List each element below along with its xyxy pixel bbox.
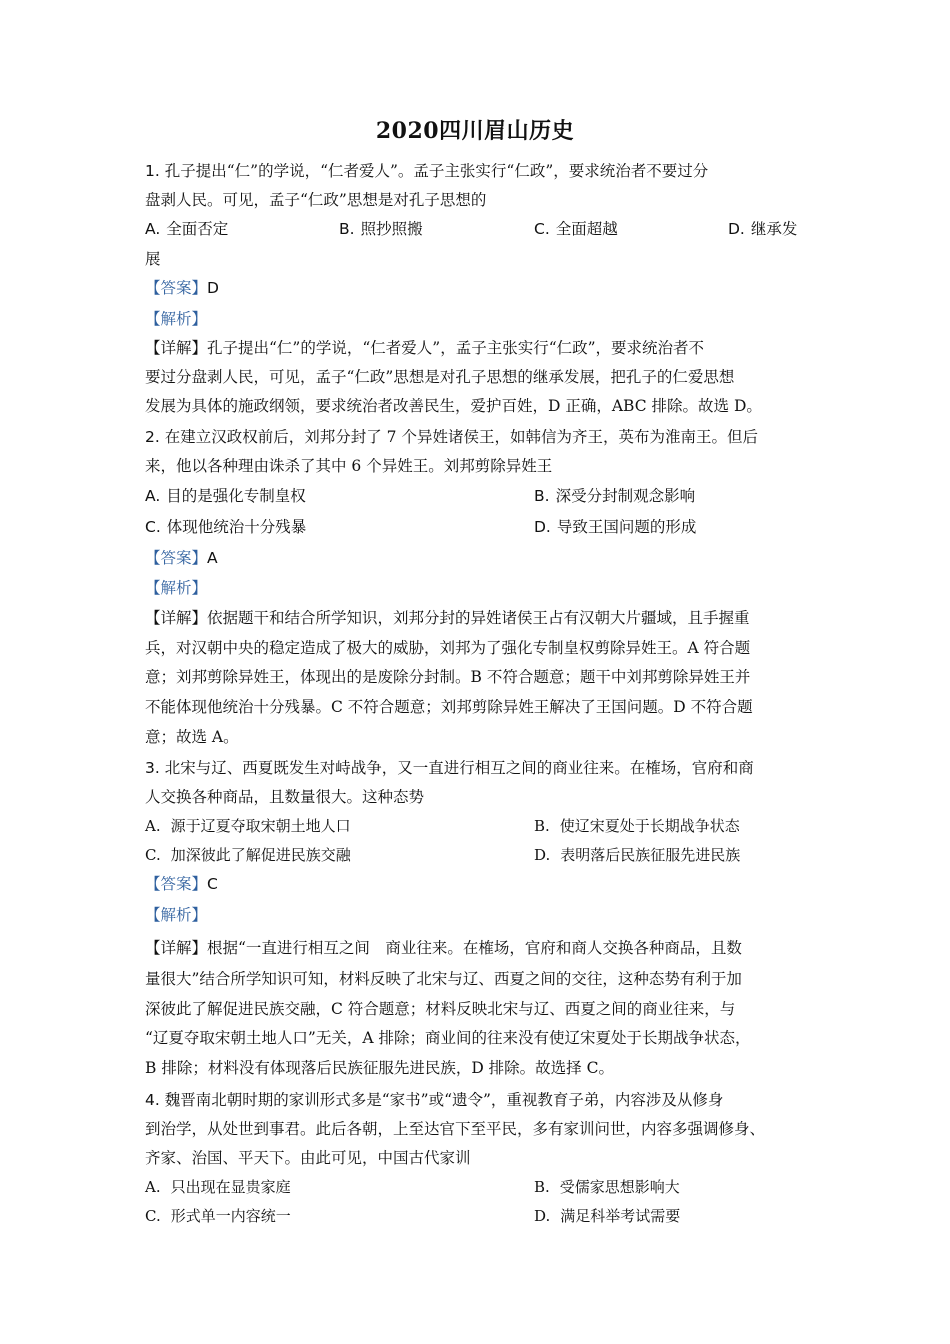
q3-option-a bbox=[145, 811, 351, 841]
q1-option-d-wrap: 展 bbox=[145, 250, 161, 268]
q4-stem-line-3: 齐家、治国、平天下。由此可见，中国古代家训 bbox=[145, 1149, 471, 1167]
q2-detail-line-4: 不能体现他统治十分残暴。C 不符合题意；刘邦剪除异姓王解决了王国问题。D 不符合题 bbox=[145, 698, 753, 716]
q1-option-a-label: A. bbox=[145, 220, 161, 238]
q1-option-c bbox=[534, 214, 618, 244]
q2-option-d-text: 导致王国问题的形成 bbox=[556, 518, 697, 536]
q4-stem-line-2: 到治学，从处世到事君。此后各朝，上至达官下至平民，多有家训问世，内容多强调修身、 bbox=[145, 1120, 766, 1138]
q2-detail-line-5: 意；故选 A。 bbox=[145, 728, 239, 746]
q3-stem-text-1: 北宋与辽、西夏既发生对峙战争，又一直进行相互之间的商业往来。在榷场，官府和商 bbox=[164, 759, 754, 777]
q1-detail-line-3: 发展为具体的施政纲领，要求统治者改善民生，爱护百姓，D 正确，ABC 排除。故选 D。 bbox=[145, 397, 762, 415]
q2-number: 2. bbox=[145, 428, 160, 446]
q1-option-b-text: 照抄照搬 bbox=[360, 220, 423, 238]
q3-answer bbox=[145, 869, 218, 899]
q1-option-a-text: 全面否定 bbox=[166, 220, 229, 238]
q3-stem-line-2: 人交换各种商品，且数量很大。这种态势 bbox=[145, 788, 425, 806]
q2-option-c-text: 体现他统治十分残暴 bbox=[166, 518, 307, 536]
q4-option-b bbox=[534, 1172, 680, 1202]
q2-detail-line-3: 意；刘邦剪除异姓王，体现出的是废除分封制。B 不符合题意；题干中刘邦剪除异姓王并 bbox=[145, 668, 751, 686]
q4-option-a-text: 只出现在显贵家庭 bbox=[170, 1178, 291, 1196]
q1-detail-line-2: 要过分盘剥人民，可见，孟子“仁政”思想是对孔子思想的继承发展，把孔子的仁爱思想 bbox=[145, 368, 735, 386]
q2-option-d-label: D. bbox=[534, 518, 551, 536]
q1-detail-line-1: 【详解】孔子提出“仁”的学说，“仁者爱人”，孟子主张实行“仁政”，要求统治者不 bbox=[145, 339, 705, 357]
q2-option-b bbox=[534, 481, 695, 511]
q2-answer-tag: 【答案】 bbox=[145, 549, 208, 567]
q3-answer-tag: 【答案】 bbox=[145, 875, 208, 893]
q1-option-b bbox=[339, 214, 423, 244]
q3-option-c-label: C. bbox=[145, 846, 161, 864]
q3-option-d-label: D. bbox=[534, 846, 551, 864]
q1-option-d bbox=[728, 214, 797, 244]
q3-stem-line-1 bbox=[145, 753, 754, 783]
q4-option-c-text: 形式单一内容统一 bbox=[170, 1207, 291, 1225]
q1-number: 1. bbox=[145, 162, 160, 180]
q2-analysis-tag: 【解析】 bbox=[145, 579, 208, 597]
q1-stem-text-1: 孔子提出“仁”的学说，“仁者爱人”。孟子主张实行“仁政”，要求统治者不要过分 bbox=[164, 162, 709, 180]
q4-option-b-text: 受儒家思想影响大 bbox=[559, 1178, 680, 1196]
q1-stem-line-1 bbox=[145, 156, 708, 186]
q3-option-b bbox=[534, 811, 740, 841]
q1-analysis-tag: 【解析】 bbox=[145, 310, 208, 328]
q1-option-c-label: C. bbox=[534, 220, 550, 238]
q3-detail-line-3: 深彼此了解促进民族交融，C 符合题意；材料反映北宋与辽、西夏之间的商业往来，与 bbox=[145, 1000, 736, 1018]
q3-option-b-text: 使辽宋夏处于长期战争状态 bbox=[559, 817, 740, 835]
q2-detail-line-2: 兵，对汉朝中央的稳定造成了极大的威胁，刘邦为了强化专制皇权剪除异姓王。A 符合题 bbox=[145, 639, 751, 657]
q1-answer-value: D bbox=[207, 279, 219, 297]
q2-answer bbox=[145, 543, 218, 573]
q2-answer-value: A bbox=[207, 549, 218, 567]
q4-option-c bbox=[145, 1201, 291, 1231]
q1-option-c-text: 全面超越 bbox=[555, 220, 618, 238]
q2-stem-text-1: 在建立汉政权前后，刘邦分封了 7 个异姓诸侯王，如韩信为齐王，英布为淮南王。但后 bbox=[164, 428, 758, 446]
q1-option-d-label: D. bbox=[728, 220, 745, 238]
q3-option-a-label: A. bbox=[145, 817, 161, 835]
q4-option-d bbox=[534, 1201, 680, 1231]
q3-option-a-text: 源于辽夏夺取宋朝土地人口 bbox=[170, 817, 351, 835]
q2-option-c-label: C. bbox=[145, 518, 161, 536]
q4-option-d-text: 满足科举考试需要 bbox=[560, 1207, 681, 1225]
page-title: 2020四川眉山历史 bbox=[375, 118, 575, 144]
q4-stem-line-1 bbox=[145, 1085, 723, 1115]
q2-option-b-label: B. bbox=[534, 487, 550, 505]
q3-number: 3. bbox=[145, 759, 160, 777]
q1-stem-line-2: 盘剥人民。可见，孟子“仁政”思想是对孔子思想的 bbox=[145, 191, 487, 209]
q1-option-a bbox=[145, 214, 228, 244]
q4-option-a-label: A. bbox=[145, 1178, 161, 1196]
q3-detail-line-4: “辽夏夺取宋朝土地人口”无关，A 排除；商业间的往来没有使辽宋夏处于长期战争状态， bbox=[145, 1029, 751, 1047]
q2-option-c bbox=[145, 512, 306, 542]
q2-stem-line-1 bbox=[145, 422, 758, 452]
q2-option-a-text: 目的是强化专制皇权 bbox=[166, 487, 306, 505]
q2-option-a-label: A. bbox=[145, 487, 161, 505]
q3-detail-line-5: B 排除；材料没有体现落后民族征服先进民族，D 排除。故选择 C。 bbox=[145, 1059, 614, 1077]
q3-option-d-text: 表明落后民族征服先进民族 bbox=[560, 846, 741, 864]
q1-answer-tag: 【答案】 bbox=[145, 279, 208, 297]
q1-option-d-text: 继承发 bbox=[750, 220, 798, 238]
q2-option-a bbox=[145, 481, 306, 511]
q2-option-b-text: 深受分封制观念影响 bbox=[555, 487, 696, 505]
q2-stem-line-2: 来，他以各种理由诛杀了其中 6 个异姓王。刘邦剪除异姓王 bbox=[145, 457, 553, 475]
q3-answer-value: C bbox=[207, 875, 218, 893]
q3-option-c bbox=[145, 840, 351, 870]
q3-detail-line-2: 量很大”结合所学知识可知，材料反映了北宋与辽、西夏之间的交往，这种态势有利于加 bbox=[145, 970, 742, 988]
q4-stem-text-1: 魏晋南北朝时期的家训形式多是“家书”或“遗令”，重视教育子弟，内容涉及从修身 bbox=[164, 1091, 724, 1109]
q3-option-c-text: 加深彼此了解促进民族交融 bbox=[170, 846, 351, 864]
q4-option-c-label: C. bbox=[145, 1207, 161, 1225]
q3-option-b-label: B. bbox=[534, 817, 550, 835]
q3-analysis-tag: 【解析】 bbox=[145, 906, 208, 924]
q2-detail-line-1: 【详解】依据题干和结合所学知识，刘邦分封的异姓诸侯王占有汉朝大片疆域，且手握重 bbox=[145, 609, 750, 627]
q4-option-a bbox=[145, 1172, 291, 1202]
q1-option-b-label: B. bbox=[339, 220, 355, 238]
q4-option-d-label: D. bbox=[534, 1207, 551, 1225]
q2-option-d bbox=[534, 512, 696, 542]
q4-option-b-label: B. bbox=[534, 1178, 550, 1196]
q4-number: 4. bbox=[145, 1091, 160, 1109]
q1-answer bbox=[145, 273, 219, 303]
q3-option-d bbox=[534, 840, 740, 870]
q3-detail-line-1: 【详解】根据“一直进行相互之间 商业往来。在榷场，官府和商人交换各种商品，且数 bbox=[145, 939, 742, 957]
